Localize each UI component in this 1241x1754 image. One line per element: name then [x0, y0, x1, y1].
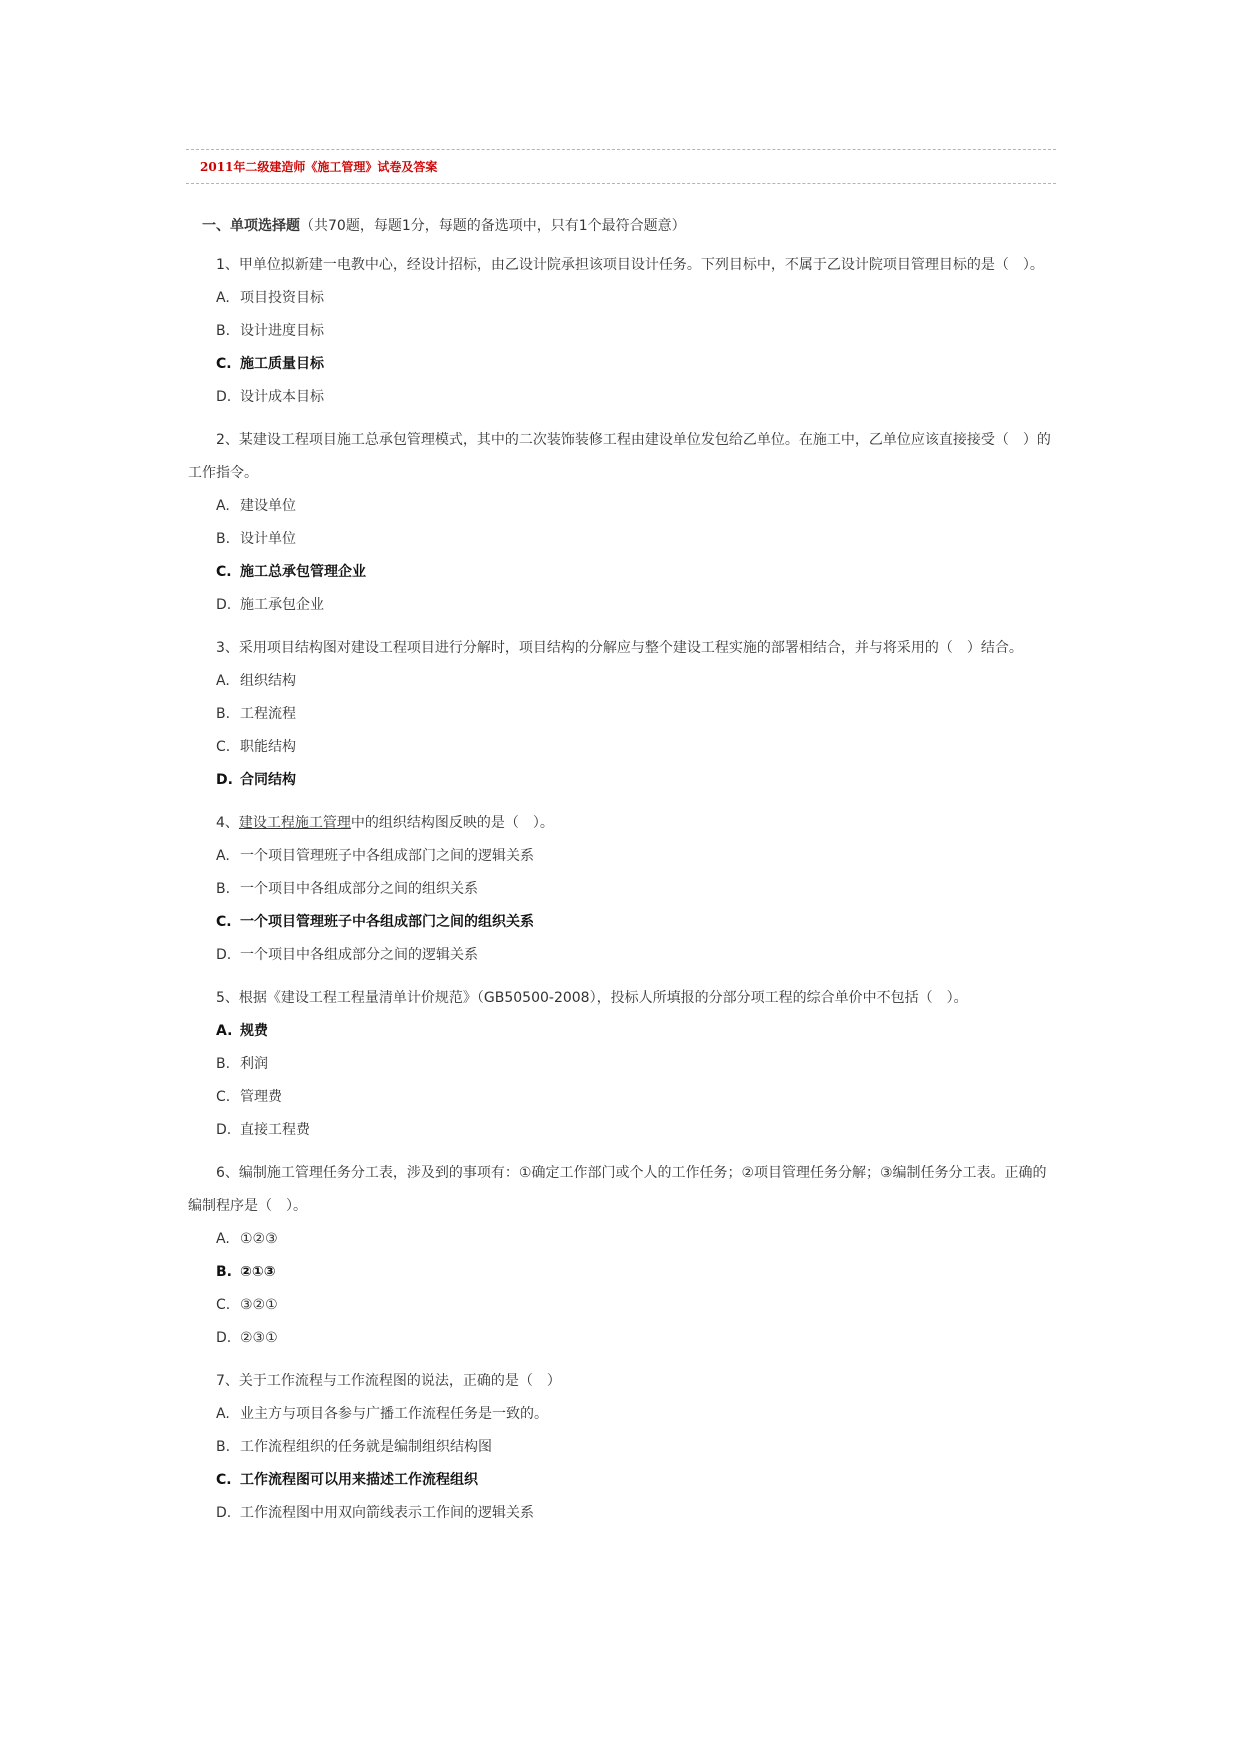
option	[216, 1431, 1054, 1464]
section-heading-title: 一、单项选择题	[202, 218, 300, 234]
option-text: 工作流程图可以用来描述工作流程组织	[240, 1472, 478, 1488]
question-spacer	[188, 797, 1054, 807]
option-text: 施工承包企业	[240, 597, 324, 613]
option-letter: D.	[216, 1330, 232, 1346]
question-6	[188, 1157, 1054, 1355]
option-letter: B.	[216, 1264, 232, 1280]
option-letter: C.	[216, 1297, 231, 1313]
option-letter: A.	[216, 290, 230, 306]
option-letter: B.	[216, 323, 231, 339]
option-letter: C.	[216, 914, 232, 930]
option-text: 施工总承包管理企业	[240, 564, 366, 580]
option-letter: A.	[216, 848, 230, 864]
option	[216, 523, 1054, 556]
option	[216, 589, 1054, 622]
option-text: 建设单位	[240, 498, 296, 514]
option-correct	[216, 1464, 1054, 1497]
option	[216, 1081, 1054, 1114]
option-letter: C.	[216, 564, 232, 580]
option-correct	[216, 556, 1054, 589]
option-letter: C.	[216, 1089, 231, 1105]
option	[216, 840, 1054, 873]
option-correct	[216, 764, 1054, 797]
option-letter: D.	[216, 1122, 232, 1138]
option-text: 业主方与项目各参与广播工作流程任务是一致的。	[240, 1406, 548, 1422]
option-letter: C.	[216, 1472, 232, 1488]
option-letter: B.	[216, 706, 231, 722]
option-letter: D.	[216, 772, 233, 788]
option-text: 工程流程	[240, 706, 296, 722]
option	[216, 1322, 1054, 1355]
section-heading	[202, 216, 1054, 236]
header-divider-top	[186, 149, 1056, 150]
option-correct	[216, 1256, 1054, 1289]
question-4	[188, 807, 1054, 972]
option	[216, 698, 1054, 731]
question-1	[188, 249, 1054, 414]
question-stem: 1、甲单位拟新建一电教中心，经设计招标，由乙设计院承担该项目设计任务。下列目标中，不属于乙设计院项目管理目标的是（ ）。	[216, 257, 1044, 273]
option-text: 一个项目管理班子中各组成部门之间的逻辑关系	[240, 848, 534, 864]
question-spacer	[188, 1530, 1054, 1540]
question-stem: 5、根据《建设工程工程量清单计价规范》（GB50500-2008），投标人所填报的分部分项工程的综合单价中不包括（ ）。	[216, 990, 968, 1006]
question-spacer	[188, 622, 1054, 632]
option	[216, 731, 1054, 764]
option	[216, 1223, 1054, 1256]
option	[216, 1289, 1054, 1322]
option-letter: C.	[216, 739, 231, 755]
question-2	[188, 424, 1054, 622]
option-letter: D.	[216, 389, 232, 405]
option-text: 一个项目中各组成部分之间的组织关系	[240, 881, 478, 897]
question-stem-link[interactable]: 建设工程施工管理	[238, 815, 351, 831]
option-text: 组织结构	[240, 673, 296, 689]
option-letter: A.	[216, 673, 230, 689]
question-list	[188, 249, 1054, 1540]
option-text: 一个项目中各组成部分之间的逻辑关系	[240, 947, 478, 963]
section-heading-note: （共70题，每题1分，每题的备选项中，只有1个最符合题意）	[300, 218, 686, 234]
option-letter: D.	[216, 1505, 232, 1521]
option	[216, 1497, 1054, 1530]
question-stem: 2、某建设工程项目施工总承包管理模式，其中的二次装饰装修工程由建设单位发包给乙单位。在施工中，乙单位应该直接接受（ ）的工作指令。	[188, 432, 1051, 481]
option	[216, 315, 1054, 348]
question-5	[188, 982, 1054, 1147]
question-spacer	[188, 1355, 1054, 1365]
option-letter: A.	[216, 1406, 230, 1422]
question-spacer	[188, 414, 1054, 424]
header-divider-bottom	[186, 183, 1056, 184]
option-text: 一个项目管理班子中各组成部门之间的组织关系	[240, 914, 534, 930]
option	[216, 381, 1054, 414]
option-text: 施工质量目标	[240, 356, 324, 372]
option-text: ③②①	[240, 1297, 278, 1313]
option-letter: D.	[216, 947, 232, 963]
option-text: ①②③	[240, 1231, 278, 1247]
option-text: 利润	[240, 1056, 268, 1072]
option-correct	[216, 348, 1054, 381]
option-text: 项目投资目标	[240, 290, 324, 306]
option	[216, 1114, 1054, 1147]
option-text: 职能结构	[240, 739, 296, 755]
option-correct	[216, 1015, 1054, 1048]
option-letter: B.	[216, 881, 231, 897]
option-letter: B.	[216, 1056, 231, 1072]
option-letter: B.	[216, 1439, 231, 1455]
option-letter: D.	[216, 597, 232, 613]
question-stem	[188, 807, 1054, 840]
option-letter: A.	[216, 1231, 230, 1247]
option-letter: A.	[216, 498, 230, 514]
option	[216, 665, 1054, 698]
option-text: 合同结构	[240, 772, 296, 788]
option-text: 设计进度目标	[240, 323, 324, 339]
option-letter: C.	[216, 356, 232, 372]
option-text: ②③①	[240, 1330, 278, 1346]
option-correct	[216, 906, 1054, 939]
question-stem: 6、编制施工管理任务分工表，涉及到的事项有：①确定工作部门或个人的工作任务；②项目管理任务分解；③编制任务分工表。正确的编制程序是（ ）。	[188, 1165, 1047, 1214]
option-text: 直接工程费	[240, 1122, 310, 1138]
question-spacer	[188, 1147, 1054, 1157]
option	[216, 282, 1054, 315]
question-stem: 7、关于工作流程与工作流程图的说法，正确的是（ ）	[216, 1373, 561, 1389]
question-stem-prefix: 4、	[216, 815, 239, 831]
exam-content	[188, 216, 1054, 1540]
option	[216, 1398, 1054, 1431]
option-text: 工作流程组织的任务就是编制组织结构图	[240, 1439, 492, 1455]
option	[216, 873, 1054, 906]
option-text: 工作流程图中用双向箭线表示工作间的逻辑关系	[240, 1505, 534, 1521]
option-text: 设计单位	[240, 531, 296, 547]
document-title: 2011年二级建造师《施工管理》试卷及答案	[200, 160, 438, 174]
option-text: 规费	[240, 1023, 268, 1039]
option-letter: A.	[216, 1023, 233, 1039]
question-7	[188, 1365, 1054, 1530]
question-3	[188, 632, 1054, 797]
option	[216, 490, 1054, 523]
option-text: 管理费	[240, 1089, 282, 1105]
question-stem: 3、采用项目结构图对建设工程项目进行分解时，项目结构的分解应与整个建设工程实施的部署相结合，并与将采用的（ ）结合。	[216, 640, 1023, 656]
option-letter: B.	[216, 531, 231, 547]
option	[216, 939, 1054, 972]
question-stem-suffix: 中的组织结构图反映的是（ ）。	[350, 815, 554, 831]
option-text: ②①③	[240, 1264, 276, 1280]
option	[216, 1048, 1054, 1081]
question-spacer	[188, 972, 1054, 982]
option-text: 设计成本目标	[240, 389, 324, 405]
